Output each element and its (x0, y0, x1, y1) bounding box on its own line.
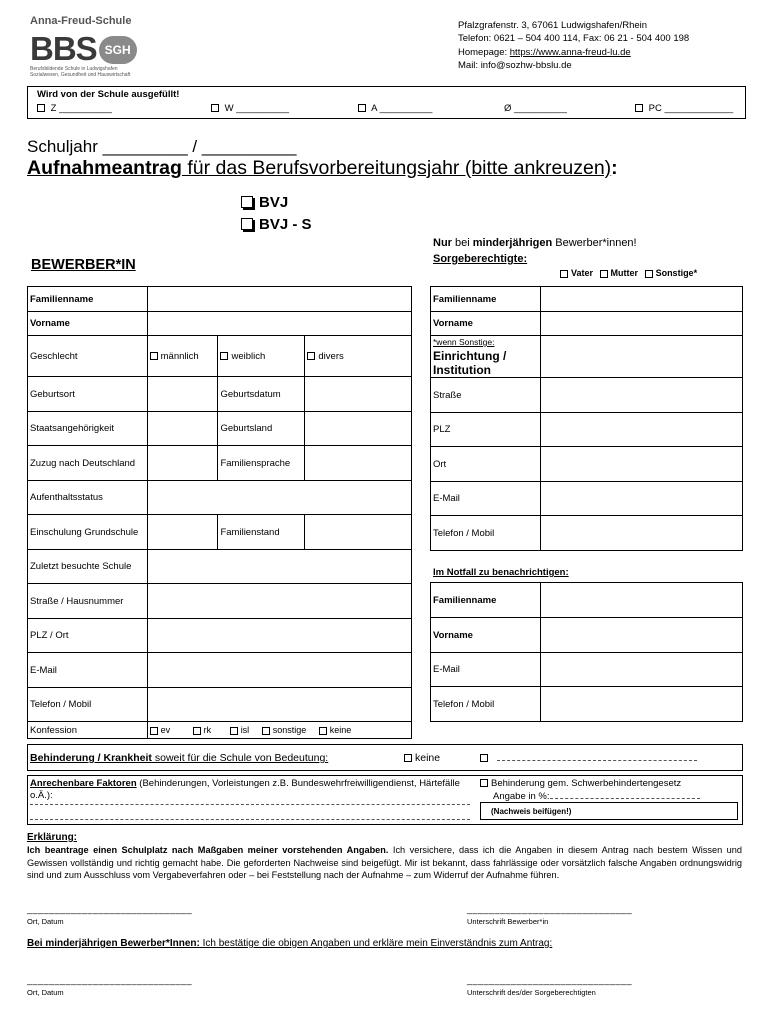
gender-divers[interactable]: divers (305, 336, 412, 377)
gender-maennlich[interactable]: männlich (147, 336, 218, 377)
guardian-note: Nur bei minderjährigen Bewerber*innen! (433, 237, 637, 249)
input-einschulung[interactable] (147, 515, 218, 550)
input-vorname[interactable] (147, 312, 411, 336)
table-row (431, 482, 743, 516)
table-row (28, 446, 412, 481)
school-field-a[interactable]: A __________ (358, 103, 432, 114)
signature-line-ort-1[interactable]: ______________________________ (27, 904, 193, 914)
label-konfession: Konfession (28, 722, 148, 739)
guardian-check-mutter[interactable]: Mutter (600, 268, 639, 278)
notfall-input-telefon[interactable] (540, 687, 742, 722)
notfall-label-telefon: Telefon / Mobil (431, 687, 541, 722)
guardian-input-familienname[interactable] (540, 287, 742, 312)
input-staatsangehoerigkeit[interactable] (147, 412, 218, 446)
guardian-table (430, 286, 743, 551)
guardian-label-vorname: Vorname (431, 312, 541, 336)
signature-line-bewerber[interactable]: ______________________________ (467, 904, 633, 914)
label-strasse: Straße / Hausnummer (28, 584, 148, 619)
applicant-section-title: BEWERBER*IN (31, 257, 136, 273)
notfall-table (430, 582, 743, 722)
konfession-keine[interactable]: keine (319, 725, 352, 735)
table-row (28, 336, 412, 377)
table-row (28, 688, 412, 722)
option-bvj[interactable]: BVJ (241, 194, 288, 211)
guardian-check-vater[interactable]: Vater (560, 268, 593, 278)
label-plz-ort: PLZ / Ort (28, 619, 148, 653)
input-email[interactable] (147, 653, 411, 688)
logo-subtitle-1: Berufsbildende Schule in Ludwigshafen (30, 66, 118, 72)
guardian-label-familienname: Familienname (431, 287, 541, 312)
logo-bbs: BBS (30, 30, 97, 67)
school-box-title: Wird von der Schule ausgefüllt! (37, 89, 180, 100)
guardian-label-ort: Ort (431, 447, 541, 482)
erklaerung-text: Ich beantrage einen Schulplatz nach Maßgaben meiner vorstehenden Angaben. Ich versichere, dass ich die Angaben in diesem Antrag nach bestem Wissen und Gewissen vollständig und richtig gemacht habe. Die geforderten Nachweise sind beigefügt. Mir ist bekannt, dass fahrlässige oder vorsätzlich falsche Angaben ordnungswidrig sind und zum Ausschluss vom Vergabeverfahren oder – bei Feststellung nach der Aufnahme – zum Widerruf der Aufnahme führen. (27, 845, 742, 880)
logo-sgh: SGH (99, 36, 137, 64)
applicant-table (27, 286, 412, 739)
table-row (28, 515, 412, 550)
konfession-ev[interactable]: ev (150, 725, 171, 735)
logo-school-name: Anna-Freud-Schule (30, 15, 132, 27)
guardian-label-strasse: Straße (431, 378, 541, 413)
signature-label-bewerber: Unterschrift Bewerber*in (467, 917, 549, 926)
contact-address: Pfalzgrafenstr. 3, 67061 Ludwigshafen/Rhein (458, 20, 648, 31)
table-row (431, 618, 743, 653)
label-vorname: Vorname (28, 312, 148, 336)
guardian-label-email: E-Mail (431, 482, 541, 516)
input-strasse[interactable] (147, 584, 411, 619)
schwerbehindert-note: (Nachweis beifügen!) (480, 802, 738, 820)
input-familienname[interactable] (147, 287, 411, 312)
guardian-input-telefon[interactable] (540, 516, 742, 551)
input-telefon[interactable] (147, 688, 411, 722)
label-familienname: Familienname (28, 287, 148, 312)
page-title: Aufnahmeantrag für das Berufsvorbereitungsjahr (bitte ankreuzen): (27, 157, 618, 179)
guardian-label-telefon: Telefon / Mobil (431, 516, 541, 551)
guardian-title: Sorgeberechtigte: (433, 253, 528, 265)
konfession-sonstige[interactable]: sonstige (262, 725, 307, 735)
input-zuzug[interactable] (147, 446, 218, 481)
konfession-options (147, 722, 411, 739)
table-row (28, 481, 412, 515)
table-row (431, 413, 743, 447)
schwerbehindert-check[interactable]: Behinderung gem. Schwerbehindertengesetz (480, 778, 681, 789)
behinderung-box (27, 744, 743, 771)
notfall-label-vorname: Vorname (431, 618, 541, 653)
school-contact (458, 19, 689, 72)
guardian-input-plz[interactable] (540, 413, 742, 447)
table-row (28, 412, 412, 446)
contact-homepage: Homepage: https://www.anna-freud-lu.de (458, 46, 631, 58)
behinderung-other[interactable] (480, 752, 697, 764)
option-bvj-s[interactable]: BVJ - S (241, 216, 312, 233)
table-row (431, 287, 743, 312)
label-geburtsland: Geburtsland (218, 412, 305, 446)
table-row (431, 583, 743, 618)
label-telefon: Telefon / Mobil (28, 688, 148, 722)
school-use-box (27, 86, 746, 119)
school-field-w[interactable]: W __________ (211, 103, 289, 114)
signature-label-sorge: Unterschrift des/der Sorgeberechtigten (467, 988, 596, 997)
erklaerung-title: Erklärung: (27, 832, 78, 843)
label-aufenthaltsstatus: Aufenthaltsstatus (28, 481, 148, 515)
signature-line-sorge[interactable]: ______________________________ (467, 975, 633, 985)
label-zuletzt: Zuletzt besuchte Schule (28, 550, 148, 584)
label-zuzug: Zuzug nach Deutschland (28, 446, 148, 481)
anrechenbare-box (27, 775, 743, 825)
guardian-input-einrichtung[interactable] (540, 336, 742, 378)
anrechenbare-line-1[interactable] (30, 804, 470, 805)
schuljahr-line[interactable]: Schuljahr _________ / __________ (27, 137, 297, 156)
input-aufenthaltsstatus[interactable] (147, 481, 411, 515)
label-familienstand: Familienstand (218, 515, 305, 550)
table-row (431, 687, 743, 722)
table-row (431, 653, 743, 687)
table-row (431, 378, 743, 413)
behinderung-label: Behinderung / Krankheit soweit für die Schule von Bedeutung: (30, 752, 329, 764)
contact-phone: Telefon: 0621 – 504 400 114, Fax: 06 21 - 504 400 198 (458, 33, 690, 45)
guardian-check-sonstige[interactable]: Sonstige* (645, 268, 698, 278)
guardian-input-ort[interactable] (540, 447, 742, 482)
notfall-label-familienname: Familienname (431, 583, 541, 618)
guardian-type-checks (560, 268, 697, 278)
table-row (28, 377, 412, 412)
notfall-input-email[interactable] (540, 653, 742, 687)
label-email: E-Mail (28, 653, 148, 688)
input-geburtsdatum[interactable] (305, 377, 412, 412)
school-field-o[interactable]: Ø __________ (504, 103, 567, 114)
school-field-z[interactable]: Z __________ (37, 103, 112, 114)
table-row (28, 312, 412, 336)
label-staatsangehoerigkeit: Staatsangehörigkeit (28, 412, 148, 446)
gender-weiblich[interactable]: weiblich (218, 336, 305, 377)
notfall-input-familienname[interactable] (540, 583, 742, 618)
table-row (28, 653, 412, 688)
notfall-label-email: E-Mail (431, 653, 541, 687)
school-field-pc[interactable]: PC _____________ (635, 103, 733, 114)
input-geburtsort[interactable] (147, 377, 218, 412)
contact-mail: Mail: info@sozhw-bbslu.de (458, 59, 572, 71)
table-row (28, 722, 412, 739)
input-zuletzt[interactable] (147, 550, 411, 584)
homepage-link[interactable]: https://www.anna-freud-lu.de (509, 46, 631, 58)
table-row (28, 550, 412, 584)
signature-line-ort-2[interactable]: ______________________________ (27, 975, 193, 985)
table-row (431, 312, 743, 336)
anrechenbare-line-2[interactable] (30, 819, 470, 820)
guardian-label-plz: PLZ (431, 413, 541, 447)
konfession-isl[interactable]: isl (230, 725, 250, 735)
notfall-title: Im Notfall zu benachrichtigen: (433, 567, 569, 578)
input-familiensprache[interactable] (305, 446, 412, 481)
table-row (431, 516, 743, 551)
table-row (28, 584, 412, 619)
schwerbehindert-percent[interactable]: Angabe in %: (493, 791, 700, 802)
minor-consent: Bei minderjährigen Bewerber*Innen: Ich bestätige die obigen Angaben und erkläre mein Einverständnis zum Antrag: (27, 938, 553, 949)
label-geburtsdatum: Geburtsdatum (218, 377, 305, 412)
input-familienstand[interactable] (305, 515, 412, 550)
guardian-input-email[interactable] (540, 482, 742, 516)
logo-subtitle-2: Sozialwesen, Gesundheit und Hauswirtschaft (30, 72, 131, 78)
label-geschlecht: Geschlecht (28, 336, 148, 377)
table-row (431, 336, 743, 378)
anrechenbare-label: Anrechenbare Faktoren (Behinderungen, Vorleistungen z.B. Bundeswehrfreiwilligendienst, Härtefälle o.Ä.): (30, 778, 460, 801)
guardian-label-einrichtung: *wenn Sonstige: Einrichtung / Institution (431, 336, 541, 378)
guardian-input-strasse[interactable] (540, 378, 742, 413)
guardian-input-vorname[interactable] (540, 312, 742, 336)
label-familiensprache: Familiensprache (218, 446, 305, 481)
label-geburtsort: Geburtsort (28, 377, 148, 412)
input-plz-ort[interactable] (147, 619, 411, 653)
konfession-rk[interactable]: rk (193, 725, 212, 735)
table-row (28, 287, 412, 312)
signature-label-ort-1: Ort, Datum (27, 917, 64, 926)
signature-label-ort-2: Ort, Datum (27, 988, 64, 997)
table-row (28, 619, 412, 653)
school-logo (30, 15, 190, 78)
table-row (431, 447, 743, 482)
label-einschulung: Einschulung Grundschule (28, 515, 148, 550)
input-geburtsland[interactable] (305, 412, 412, 446)
behinderung-keine[interactable]: keine (404, 752, 440, 764)
notfall-input-vorname[interactable] (540, 618, 742, 653)
